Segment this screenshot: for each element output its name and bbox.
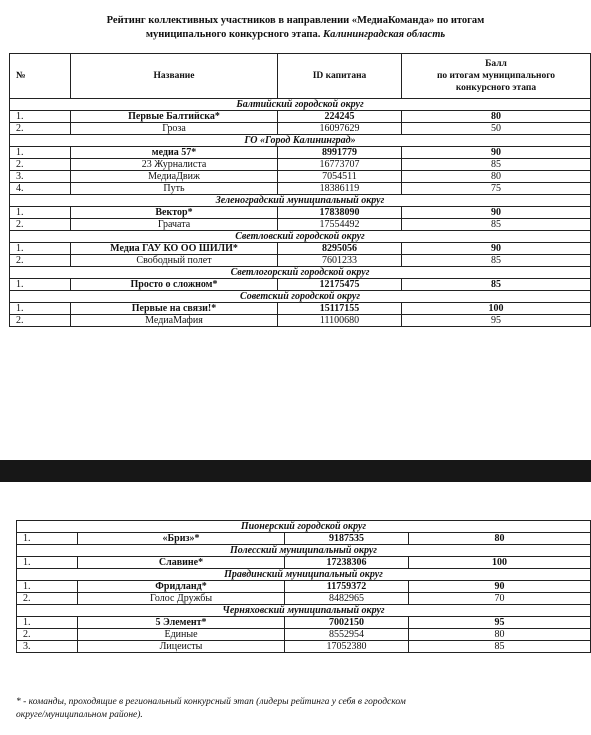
captain-id: 17238306	[285, 557, 409, 569]
score: 85	[402, 219, 591, 231]
score: 70	[409, 593, 591, 605]
region-row	[17, 569, 591, 581]
captain-id: 11759372	[285, 581, 409, 593]
header-score-line-1: Балл	[485, 59, 507, 69]
team-name: Вектор*	[71, 207, 278, 219]
row-num: 2.	[10, 219, 71, 231]
team-name: медиа 57*	[71, 147, 278, 159]
team-name: Фридланд*	[78, 581, 285, 593]
row-num: 3.	[10, 171, 71, 183]
title-line-2-italic: Калининградская область	[322, 29, 446, 40]
row-num: 1.	[17, 581, 78, 593]
region-name: Черняховский муниципальный округ	[17, 605, 591, 617]
captain-id: 8552954	[285, 629, 409, 641]
region-row	[10, 231, 591, 243]
table-row	[10, 303, 591, 315]
captain-id: 18386119	[278, 183, 402, 195]
score: 95	[409, 617, 591, 629]
captain-id: 16773707	[278, 159, 402, 171]
team-name: 5 Элемент*	[78, 617, 285, 629]
title-line-2-plain: муниципального конкурсного этапа.	[145, 29, 321, 40]
score: 85	[402, 255, 591, 267]
table-row	[10, 219, 591, 231]
row-num: 2.	[10, 159, 71, 171]
region-name: Пионерский городской округ	[17, 521, 591, 533]
page-separator-band	[0, 460, 591, 482]
table-row	[10, 207, 591, 219]
table-row	[10, 255, 591, 267]
row-num: 1.	[10, 147, 71, 159]
captain-id: 8295056	[278, 243, 402, 255]
score: 90	[409, 581, 591, 593]
row-num: 4.	[10, 183, 71, 195]
table-row	[10, 123, 591, 135]
table-row	[10, 315, 591, 327]
team-name: Единые	[78, 629, 285, 641]
table-row	[17, 581, 591, 593]
row-num: 1.	[10, 279, 71, 291]
captain-id: 224245	[278, 111, 402, 123]
table-row	[17, 593, 591, 605]
row-num: 1.	[17, 557, 78, 569]
row-num: 3.	[17, 641, 78, 653]
region-name: Полесский муниципальный округ	[17, 545, 591, 557]
captain-id: 11100680	[278, 315, 402, 327]
region-row	[10, 195, 591, 207]
row-num: 2.	[10, 315, 71, 327]
team-name: Первые на связи!*	[71, 303, 278, 315]
row-num: 2.	[10, 255, 71, 267]
row-num: 1.	[10, 111, 71, 123]
team-name: Лицеисты	[78, 641, 285, 653]
score: 80	[402, 171, 591, 183]
region-name: Правдинский муниципальный округ	[17, 569, 591, 581]
team-name: «Бриз»*	[78, 533, 285, 545]
table-body-page-2	[17, 521, 591, 653]
header-name: Название	[71, 54, 278, 99]
table-body-page-1	[10, 99, 591, 327]
region-row	[17, 605, 591, 617]
row-num: 2.	[10, 123, 71, 135]
score: 90	[402, 147, 591, 159]
captain-id: 8991779	[278, 147, 402, 159]
score: 75	[402, 183, 591, 195]
team-name: Гроза	[71, 123, 278, 135]
score: 100	[402, 303, 591, 315]
region-row	[17, 521, 591, 533]
captain-id: 9187535	[285, 533, 409, 545]
row-num: 1.	[10, 303, 71, 315]
team-name: Первые Балтийска*	[71, 111, 278, 123]
region-row	[10, 291, 591, 303]
row-num: 1.	[10, 207, 71, 219]
row-num: 2.	[17, 593, 78, 605]
team-name: Голос Дружбы	[78, 593, 285, 605]
score: 100	[409, 557, 591, 569]
table-row	[17, 617, 591, 629]
captain-id: 7601233	[278, 255, 402, 267]
captain-id: 7002150	[285, 617, 409, 629]
header-score-line-3: конкурсного этапа	[455, 83, 537, 93]
captain-id: 7054511	[278, 171, 402, 183]
team-name: МедиаДвиж	[71, 171, 278, 183]
captain-id: 17052380	[285, 641, 409, 653]
captain-id: 17554492	[278, 219, 402, 231]
score: 80	[402, 111, 591, 123]
footnote	[16, 696, 591, 722]
captain-id: 17838090	[278, 207, 402, 219]
score: 90	[402, 243, 591, 255]
captain-id: 12175475	[278, 279, 402, 291]
table-row	[10, 279, 591, 291]
title-line-1: Рейтинг коллективных участников в направлении «МедиаКоманда» по итогам	[106, 15, 485, 26]
header-captain-id: ID капитана	[278, 54, 402, 99]
table-row	[10, 147, 591, 159]
region-row	[10, 135, 591, 147]
table-row	[10, 111, 591, 123]
region-row	[10, 99, 591, 111]
team-name: Славине*	[78, 557, 285, 569]
region-row	[17, 545, 591, 557]
score: 85	[402, 159, 591, 171]
score: 85	[409, 641, 591, 653]
team-name: Путь	[71, 183, 278, 195]
footnote-line-2: округе/муниципальном районе).	[16, 710, 143, 720]
team-name: 23 Журналиста	[71, 159, 278, 171]
score: 80	[409, 629, 591, 641]
table-row	[10, 243, 591, 255]
document-page-2	[0, 482, 591, 735]
score: 50	[402, 123, 591, 135]
score: 95	[402, 315, 591, 327]
team-name: Просто о сложном*	[71, 279, 278, 291]
captain-id: 16097629	[278, 123, 402, 135]
team-name: Свободный полет	[71, 255, 278, 267]
row-num: 1.	[17, 617, 78, 629]
header-score	[402, 54, 591, 99]
table-row	[17, 629, 591, 641]
region-row	[10, 267, 591, 279]
table-header-row	[10, 54, 591, 99]
table-row	[17, 533, 591, 545]
team-name: Грачата	[71, 219, 278, 231]
rating-table-page-2	[16, 520, 591, 653]
table-row	[17, 641, 591, 653]
row-num: 1.	[17, 533, 78, 545]
row-num: 2.	[17, 629, 78, 641]
row-num: 1.	[10, 243, 71, 255]
team-name: МедиаМафия	[71, 315, 278, 327]
region-name: Зеленоградский муниципальный округ	[10, 195, 591, 207]
score: 90	[402, 207, 591, 219]
region-name: Балтийский городской округ	[10, 99, 591, 111]
region-name: Светлогорский городской округ	[10, 267, 591, 279]
header-score-line-2: по итогам муниципального	[436, 71, 556, 81]
score: 80	[409, 533, 591, 545]
table-row	[10, 171, 591, 183]
document-title	[0, 14, 591, 42]
title-line-2	[0, 28, 591, 42]
captain-id: 15117155	[278, 303, 402, 315]
table-row	[10, 183, 591, 195]
header-num: №	[10, 54, 71, 99]
team-name: Медиа ГАУ КО ОО ШИЛИ*	[71, 243, 278, 255]
region-name: Советский городской округ	[10, 291, 591, 303]
table-row	[17, 557, 591, 569]
region-name: Светловский городской округ	[10, 231, 591, 243]
score: 85	[402, 279, 591, 291]
rating-table-page-1	[9, 53, 591, 327]
region-name: ГО «Город Калининград»	[10, 135, 591, 147]
footnote-line-1: * - команды, проходящие в региональный конкурсный этап (лидеры рейтинга у себя в городском	[16, 697, 406, 707]
table-row	[10, 159, 591, 171]
captain-id: 8482965	[285, 593, 409, 605]
